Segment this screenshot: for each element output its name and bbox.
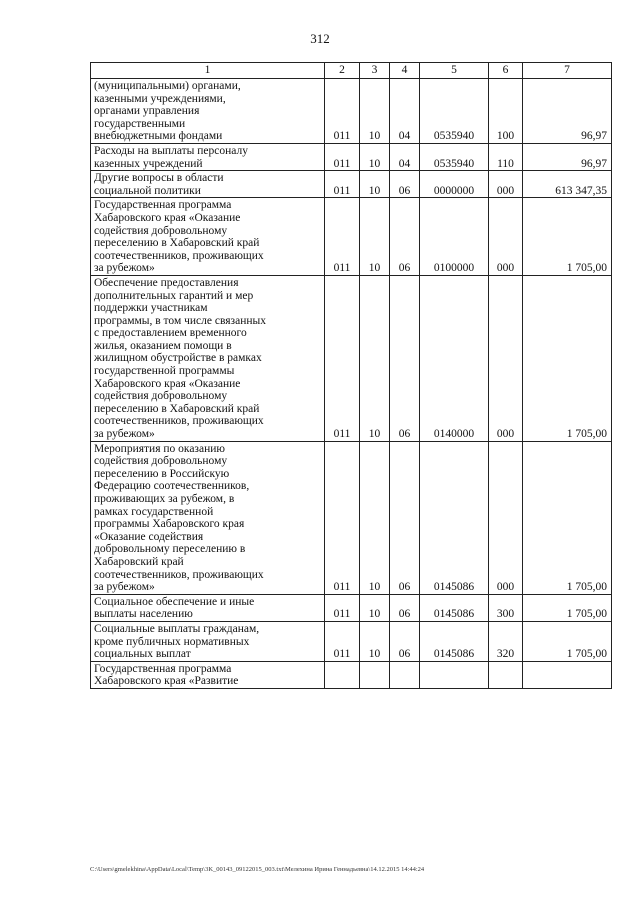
- section-code: 10: [360, 171, 390, 198]
- description-line: за рубежом»: [94, 581, 155, 594]
- ministry-code: 011: [325, 275, 360, 441]
- subsection-code: 06: [390, 198, 420, 276]
- amount: 1 705,00: [523, 594, 612, 621]
- table-row: [91, 171, 612, 198]
- table-row: [91, 441, 612, 594]
- table-row: [91, 594, 612, 621]
- description-line: за рубежом»: [94, 428, 155, 441]
- description-line: рамках государственной: [94, 505, 214, 518]
- row-description: [91, 621, 325, 661]
- target-article-code: 0145086: [420, 621, 489, 661]
- section-code: [360, 661, 390, 688]
- table-row: [91, 275, 612, 441]
- subsection-code: 06: [390, 594, 420, 621]
- amount: 1 705,00: [523, 621, 612, 661]
- description-line: социальной политики: [94, 184, 201, 197]
- column-header: 6: [489, 63, 523, 79]
- expense-type-code: 000: [489, 441, 523, 594]
- row-description: [91, 79, 325, 144]
- ministry-code: 011: [325, 79, 360, 144]
- table-row: [91, 143, 612, 170]
- ministry-code: 011: [325, 441, 360, 594]
- expense-type-code: 000: [489, 275, 523, 441]
- description-line: содействия добровольному: [94, 224, 228, 237]
- table-row: [91, 79, 612, 144]
- subsection-code: 06: [390, 275, 420, 441]
- description-line: Социальные выплаты гражданам,: [94, 622, 260, 635]
- description-line: программы, в том числе связанных: [94, 314, 266, 327]
- section-code: 10: [360, 621, 390, 661]
- row-description: [91, 171, 325, 198]
- ministry-code: 011: [325, 143, 360, 170]
- description-line: органами управления: [94, 105, 200, 118]
- amount: 1 705,00: [523, 275, 612, 441]
- description-line: жилья, оказанием помощи в: [94, 339, 232, 352]
- column-header: 5: [420, 63, 489, 79]
- description-line: «Оказание содействия: [94, 530, 204, 543]
- description-line: с предоставлением временного: [94, 327, 247, 340]
- description-line: поддержки участникам: [94, 302, 208, 315]
- description-line: соотечественников, проживающих: [94, 415, 264, 428]
- subsection-code: 04: [390, 143, 420, 170]
- description-line: казенными учреждениями,: [94, 92, 226, 105]
- description-line: Хабаровского края «Оказание: [94, 211, 241, 224]
- header-row: [91, 63, 612, 79]
- description-line: выплаты населению: [94, 608, 193, 621]
- description-line: государственными: [94, 117, 186, 130]
- section-code: 10: [360, 594, 390, 621]
- subsection-code: 06: [390, 171, 420, 198]
- description-line: проживающих за рубежом, в: [94, 493, 235, 505]
- amount: 1 705,00: [523, 441, 612, 594]
- budget-table: [90, 62, 612, 689]
- table-row: [91, 198, 612, 276]
- description-line: Хабаровского края «Развитие: [94, 675, 239, 688]
- description-line: Обеспечение предоставления: [94, 276, 239, 289]
- file-path-footer: C:\Users\gmelekhina\AppData\Local\Temp\3K_00143_09122015_003.txt\Мелехина Ирина Геннадьевна\14.12.2015 14:44:24: [90, 866, 425, 873]
- table-row: [91, 621, 612, 661]
- description-line: Расходы на выплаты персоналу: [94, 144, 248, 157]
- description-line: добровольному переселению в: [94, 543, 246, 556]
- target-article-code: 0145086: [420, 594, 489, 621]
- description-line: Хабаровский край: [94, 555, 184, 568]
- description-line: программы Хабаровского края: [94, 518, 245, 531]
- amount: 1 705,00: [523, 198, 612, 276]
- description-line: Государственная программа: [94, 662, 232, 675]
- row-description: [91, 594, 325, 621]
- description-line: казенных учреждений: [94, 157, 203, 170]
- column-header: 2: [325, 63, 360, 79]
- target-article-code: 0000000: [420, 171, 489, 198]
- expense-type-code: 100: [489, 79, 523, 144]
- expense-type-code: 110: [489, 143, 523, 170]
- row-description: [91, 198, 325, 276]
- description-line: социальных выплат: [94, 648, 191, 661]
- column-header: 3: [360, 63, 390, 79]
- description-line: переселению в Хабаровский край: [94, 402, 260, 415]
- row-description: [91, 143, 325, 170]
- target-article-code: 0140000: [420, 275, 489, 441]
- ministry-code: 011: [325, 171, 360, 198]
- description-line: кроме публичных нормативных: [94, 635, 250, 648]
- expense-type-code: [489, 661, 523, 688]
- target-article-code: 0535940: [420, 79, 489, 144]
- target-article-code: 0535940: [420, 143, 489, 170]
- row-description: [91, 441, 325, 594]
- amount: 96,97: [523, 79, 612, 144]
- description-line: (муниципальными) органами,: [94, 80, 241, 92]
- subsection-code: 04: [390, 79, 420, 144]
- description-line: Мероприятия по оказанию: [94, 442, 225, 455]
- column-header: 1: [91, 63, 325, 79]
- description-line: содействия добровольному: [94, 390, 228, 403]
- description-line: соотечественников, проживающих: [94, 568, 264, 581]
- section-code: 10: [360, 143, 390, 170]
- section-code: 10: [360, 198, 390, 276]
- subsection-code: 06: [390, 621, 420, 661]
- page-number: 312: [310, 31, 330, 46]
- description-line: государственной программы: [94, 365, 235, 378]
- description-line: Хабаровского края «Оказание: [94, 377, 241, 390]
- amount: 613 347,35: [523, 171, 612, 198]
- table-row: [91, 661, 612, 688]
- ministry-code: 011: [325, 594, 360, 621]
- target-article-code: [420, 661, 489, 688]
- target-article-code: 0100000: [420, 198, 489, 276]
- column-header: 4: [390, 63, 420, 79]
- section-code: 10: [360, 275, 390, 441]
- ministry-code: 011: [325, 198, 360, 276]
- target-article-code: 0145086: [420, 441, 489, 594]
- expense-type-code: 000: [489, 171, 523, 198]
- description-line: жилищном обустройстве в рамках: [94, 352, 262, 365]
- section-code: 10: [360, 79, 390, 144]
- amount: 96,97: [523, 143, 612, 170]
- row-description: [91, 661, 325, 688]
- amount: [523, 661, 612, 688]
- description-line: переселению в Хабаровский край: [94, 237, 260, 250]
- row-description: [91, 275, 325, 441]
- section-code: 10: [360, 441, 390, 594]
- description-line: дополнительных гарантий и мер: [94, 289, 254, 302]
- expense-type-code: 000: [489, 198, 523, 276]
- column-header: 7: [523, 63, 612, 79]
- ministry-code: 011: [325, 621, 360, 661]
- subsection-code: 06: [390, 441, 420, 594]
- description-line: Другие вопросы в области: [94, 172, 224, 185]
- expense-type-code: 300: [489, 594, 523, 621]
- subsection-code: [390, 661, 420, 688]
- description-line: соотечественников, проживающих: [94, 249, 264, 262]
- description-line: Социальное обеспечение и иные: [94, 595, 255, 608]
- description-line: содействия добровольному: [94, 455, 228, 468]
- description-line: переселению в Российскую: [94, 467, 230, 480]
- description-line: Государственная программа: [94, 199, 232, 212]
- description-line: за рубежом»: [94, 262, 155, 275]
- description-line: Федерацию соотечественников,: [94, 480, 250, 493]
- expense-type-code: 320: [489, 621, 523, 661]
- description-line: внебюджетными фондами: [94, 130, 223, 143]
- ministry-code: [325, 661, 360, 688]
